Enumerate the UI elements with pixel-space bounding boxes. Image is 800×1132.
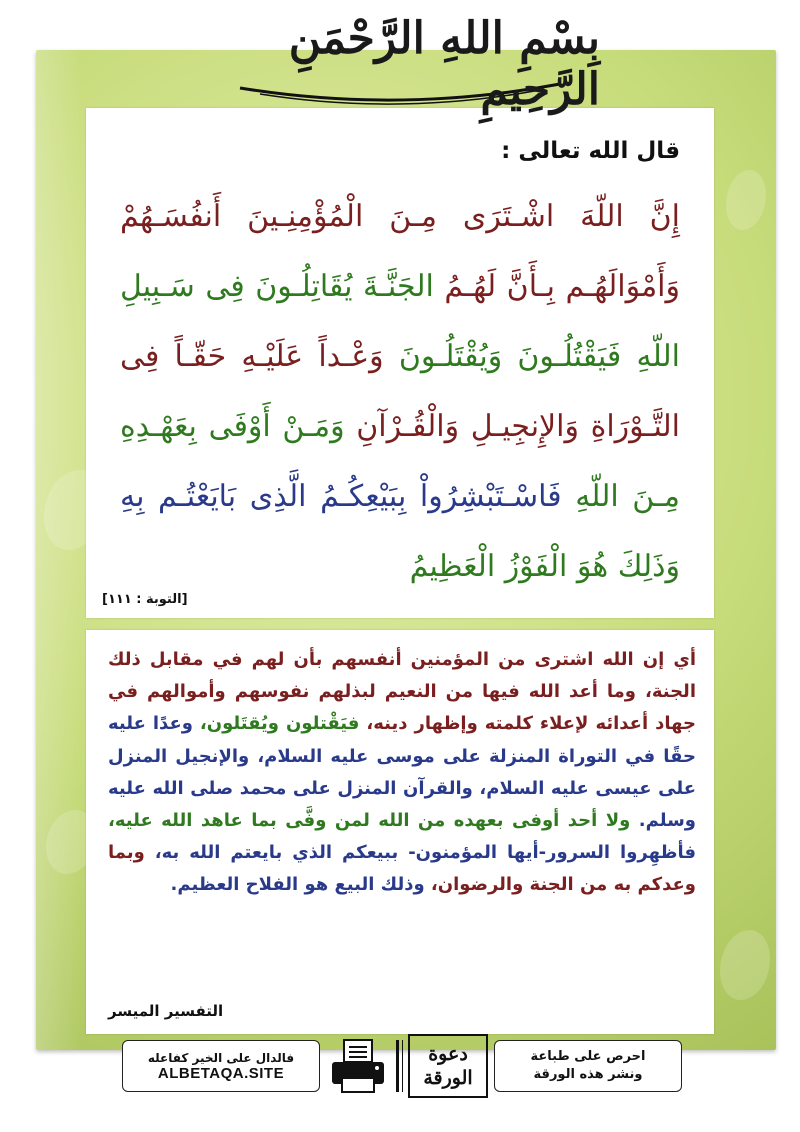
basmala-text: بِسْمِ اللهِ الرَّحْمَنِ الرَّحِيمِ (288, 13, 600, 115)
verse-reference: [التوبة : ١١١] (102, 592, 188, 607)
verse-segment: الجَنَّـةَ يُقَاتِلُـونَ فِى سَـبِيلِ اللّهِ فَيَقْتُلُـونَ وَيُقْتَلُـونَ (120, 269, 680, 374)
verse-segment: وَذَلِكَ هُوَ الْفَوْزُ الْعَظِيمُ (409, 549, 680, 584)
footer-print-box (494, 1040, 682, 1092)
footer-motto: فالدال على الخير كفاعله (147, 1050, 295, 1065)
verse-segment: وَمَـنْ أَوْفَى بِعَهْـدِهِ مِـنَ اللّهِ (120, 409, 680, 514)
intro-heading: قال الله تعالى : (501, 138, 680, 164)
verse-segment: فَاسْـتَبْشِرُواْ بِبَيْعِكُـمُ الَّذِى بَايَعْتُـم بِهِ (120, 479, 576, 514)
verse-segment: إِنَّ اللّهَ اشْـتَرَى مِـنَ الْمُؤْمِنِـينَ أَنفُسَـهُمْ وَأَمْوَالَهُـم بِـأَنَّ لَهُـمُ (120, 199, 680, 304)
leaf-decoration (726, 170, 766, 230)
tafsir-segment: وعدًا عليه حقًا في التوراة المنزلة على موسى عليه السلام، والإنجيل المنزل على عيسى عليه السلام، والقرآن المنزل على محمد صلى الله عليه وسلم. (108, 713, 696, 832)
tafsir-segment: فأظهِروا السرور-أيها المؤمنون- ببيعكم الذي بايعتم الله به، (144, 842, 696, 864)
tafsir-segment: وبما وعدكم به من الجنة والرضوان، (108, 842, 696, 896)
logo-line: الورقة (423, 1067, 473, 1089)
tafsir-segment: فيَقْتلون ويُقتَلون، (192, 713, 360, 735)
footer-divider (402, 1040, 403, 1092)
tafsir-text (108, 644, 696, 902)
verse-segment: وَعْـداً عَلَيْـهِ حَقّـاً فِى التَّـوْرَاةِ وَالإِنجِيـلِ وَالْقُـرْآنِ (120, 339, 680, 444)
quran-verse (120, 182, 680, 602)
footer-print-line: احرص على طباعة (530, 1049, 646, 1064)
printer-icon (328, 1038, 388, 1096)
footer-print-line: ونشر هذه الورقة (533, 1067, 643, 1082)
footer-divider (396, 1040, 399, 1092)
tafsir-segment: أي إن الله اشترى من المؤمنين أنفسهم بأن لهم في مقابل ذلك الجنة، وما أعد الله فيها من النعيم لبذلهم نفوسهم وأموالهم في جهاد أعدائه لإعلاء كلمته وإظهار دينه، (108, 649, 696, 735)
frame-strip (36, 50, 82, 1050)
footer-site-link[interactable]: ALBETAQA.SITE (157, 1064, 285, 1082)
tafsir-segment: ولا أحد أوفى بعهده من الله لمن وفَّى بما عاهد الله عليه، (108, 810, 631, 832)
tafsir-source: التفسير الميسر (108, 1002, 224, 1020)
leaf-decoration (720, 930, 770, 1000)
basmala-calligraphy (200, 13, 600, 115)
footer-logo (408, 1034, 488, 1098)
footer-website-box (122, 1040, 320, 1092)
logo-line: دعوة (428, 1043, 468, 1065)
tafsir-segment: وذلك البيع هو الفلاح العظيم. (170, 874, 425, 896)
